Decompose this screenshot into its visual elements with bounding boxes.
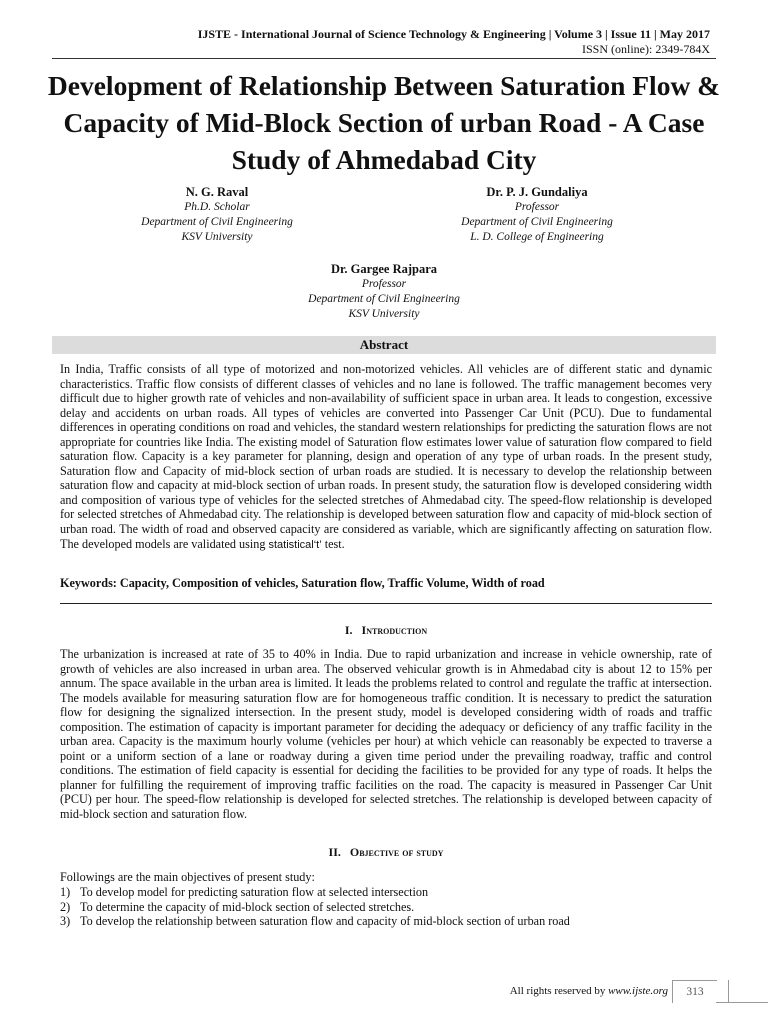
author-role: Ph.D. Scholar [184,201,250,213]
author-block-1 [100,185,334,245]
section-title: Objective of study [349,845,444,859]
abstract-statistical-term: statistical‘t’ [268,538,322,551]
author-block-2 [420,185,654,245]
abstract-body: In India, Traffic consists of all type of motorized and non-motorized vehicles. All vehicles are of different static and dynamic characteristics. Traffic flow consists of different classes of vehicles and no lane is followed. The traffic management becomes very difficult due to higher growth rate of vehicles and non-availability of sufficient space in urban area. It leads to congestion, excessive delay and accidents on urban roads. All types of vehicles are converted into Passenger Car Unit (PCU). Due to fundamental differences in operating conditions on road and vehicles, the standard western relationships for predicting the saturation flows are not appropriate for countries like India. The existing model of Saturation flow estimates lower value of saturation flow compared to field saturation flow. Capacity is a key parameter for planning, design and operation of any type of urban roads. In the present study, Saturation flow and Capacity of mid-block section of urban roads are studied. It is necessary to develop the relationship between saturation flow and capacity at mid-block section of urban roads. In present study, the saturation flow is developed considering width and composition of various type of vehicles for the selected stretches of Ahmedabad city. The speed-flow relationship is developed for selected stretches of Ahmedabad city. The relationship is developed between saturation flow and capacity of mid-block section of urban road. The width of road and observed capacity are considered as variable, which are significantly affecting on saturation flow. The developed models are validated using [60,362,712,551]
section-number: I. [344,623,353,637]
footer-url-link[interactable]: www.ijste.org [608,985,668,997]
author-role: Professor [514,201,560,213]
section-title: Introduction [361,623,428,637]
author-dept: Department of Civil Engineering [461,216,613,228]
footer-rule [716,1002,768,1003]
section-heading-objective [60,845,712,859]
paper-title: Development of Relationship Between Saturation Flow & Capacity of Mid-Block Section of urban Road - A Case Study of Ahmedabad City [47,70,721,175]
list-number: 3) [60,914,71,928]
author-role: Professor [361,278,407,290]
abstract-tail: test. [321,536,345,551]
section-divider [60,603,712,604]
page-corner-decoration [716,980,729,1003]
journal-name: IJSTE - International Journal of Science Technology & Engineering | Volume 3 | Issue 11 | May 2017 [197,27,710,41]
rights-text: All rights reserved by [509,985,609,997]
objectives-intro: Followings are the main objectives of present study: [60,870,315,884]
header-rule [52,58,716,59]
author-name: N. G. Raval [185,185,249,199]
author-block-3 [264,262,504,322]
author-name: Dr. Gargee Rajpara [330,262,438,276]
section-heading-introduction [60,623,712,637]
journal-header [198,27,710,57]
list-text: To develop model for predicting saturation flow at selected intersection [80,885,429,899]
list-text: To determine the capacity of mid-block section of selected stretches. [80,899,415,914]
author-dept: Department of Civil Engineering [141,216,293,228]
list-number: 2) [60,899,71,914]
abstract-text [60,362,712,552]
author-dept: Department of Civil Engineering [308,293,460,305]
author-inst: L. D. College of Engineering [470,231,604,243]
author-name: Dr. P. J. Gundaliya [486,185,588,199]
list-item [60,885,570,900]
list-item [60,914,570,929]
page-number: 313 [672,980,717,1003]
list-item [60,900,570,915]
section-number: II. [328,845,341,859]
author-inst: KSV University [348,308,420,320]
introduction-text: The urbanization is increased at rate of 35 to 40% in India. Due to rapid urbanization and increase in vehicle ownership, rate of growth of vehicles are also increased in urban area. The observed vehicular growth is in Ahmedabad city is about 12 to 15% per annum. The space available in the urban area is limited. It leads the problems related to control and regulate the traffic at intersection. The models available for measuring saturation flow are for homogeneous traffic condition. It is necessary to predict the saturation flow for designing the signalized intersection. In the present study, model is developed considering width of roads and traffic composition. The estimation of capacity is important parameter for deciding the adequacy or deficiency of any traffic facility in the urban area. Capacity is the maximum hourly volume (vehicles per hour) at which vehicle can reasonably be expected to traverse a point or a uniform section of a lane or roadway during a given time period under the prevailing roadway, traffic and control conditions. The estimation of field capacity is essential for deciding the facilities to be provided for any type of roads. It helps the planner for fulfilling the requirement of improving traffic facilities on the road. The capacity is measured in Passenger Car Unit (PCU) per hour. The speed-flow relationship is developed for selected stretches. The relationship is developed between capacity of mid-block section and saturation flow. [60,647,712,822]
keywords: Keywords: Capacity, Composition of vehicles, Saturation flow, Traffic Volume, Width of road [60,576,545,590]
footer-rights [510,984,668,998]
issn: ISSN (online): 2349-784X [582,42,710,56]
list-number: 1) [60,885,71,899]
author-inst: KSV University [181,231,253,243]
objectives-list [60,885,570,929]
list-text: To develop the relationship between saturation flow and capacity of mid-block section of urban road [80,914,570,928]
abstract-heading: Abstract [52,336,716,354]
